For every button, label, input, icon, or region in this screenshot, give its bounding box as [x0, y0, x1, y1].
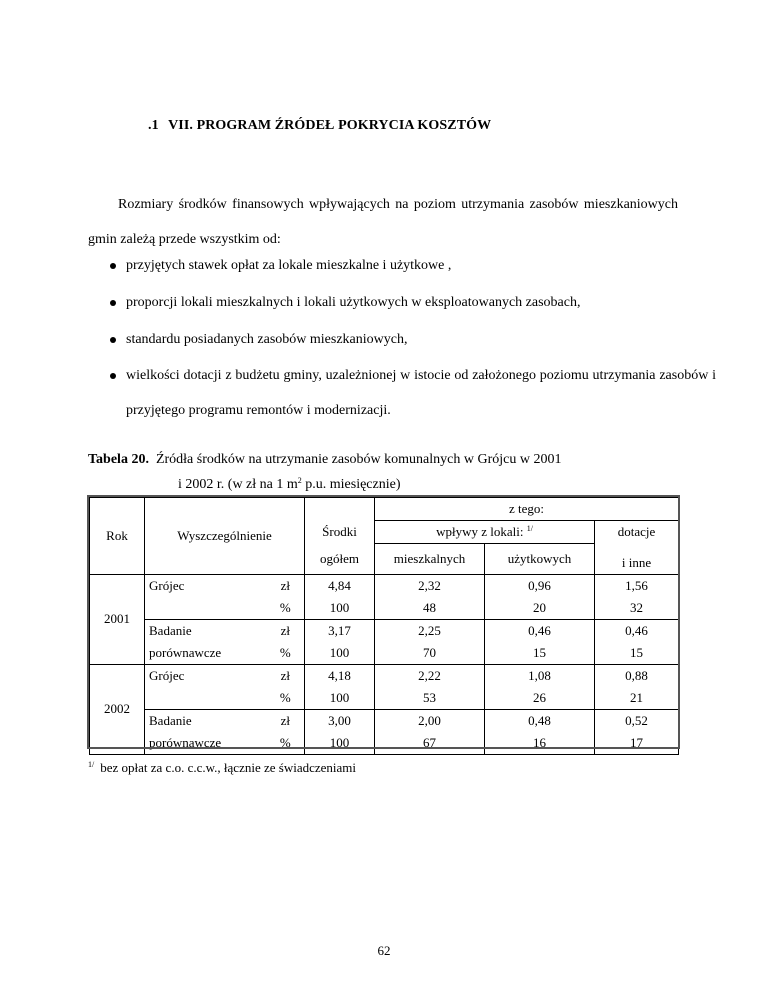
- bullet-item: przyjętych stawek opłat za lokale mieszkalne i użytkowe ,: [88, 248, 716, 283]
- bullet-dot-icon: [110, 263, 116, 269]
- table-row: Badanie zł 3,17 2,25 0,46 0,46: [90, 619, 679, 642]
- heading-number: .1: [148, 118, 159, 133]
- table-row: % 100 53 26 21: [90, 687, 679, 710]
- table-row: % 100 48 20 32: [90, 597, 679, 620]
- table-caption: Tabela 20. Źródła środków na utrzymanie zasobów komunalnych w Grójcu w 2001 i 2002 r. (w zł na 1 $m^2$ p.u. miesięcznie): [88, 452, 562, 492]
- header-i-inne: i inne: [595, 544, 679, 575]
- caption-line1: Źródła środków na utrzymanie zasobów komunalnych w Grójcu w 2001: [155, 452, 562, 467]
- header-mieszkalnych: mieszkalnych: [375, 544, 485, 575]
- caption-label: Tabela 20.: [88, 452, 149, 467]
- data-table: [89, 497, 679, 755]
- header-rok: Rok: [90, 498, 145, 575]
- header-z-tego: z tego:: [375, 498, 679, 521]
- table-row: Badanie zł 3,00 2,00 0,48 0,52: [90, 709, 679, 732]
- table-row: porównawcze % 100 70 15 15: [90, 642, 679, 665]
- year-cell: 2001: [90, 574, 145, 664]
- bullet-item: proporcji lokali mieszkalnych i lokali użytkowych w eksploatowanych zasobach,: [88, 285, 716, 320]
- footnote-mark: 1/: [88, 760, 95, 769]
- heading-title: VII. PROGRAM ŹRÓDEŁ POKRYCIA KOSZTÓW: [168, 118, 492, 133]
- table-row: 2001 Grójec zł 4,84 2,32 0,96 1,56: [90, 574, 679, 597]
- bullet-item: wielkości dotacji z budżetu gminy, uzależnionej w istocie od założonego poziomu utrzymania zasobów i przyjętego programu remontów i modernizacji.: [88, 358, 716, 428]
- table-row: 2002 Grójec zł 4,18 2,22 1,08 0,88: [90, 664, 679, 687]
- bullet-dot-icon: [110, 373, 116, 379]
- table-row: porównawcze % 100 67 16 17: [90, 732, 679, 755]
- header-wplywy: wpływy z lokali: $^{1/}$: [375, 521, 595, 544]
- intro-paragraph: Rozmiary środków finansowych wpływających na poziom utrzymania zasobów mieszkaniowych gmin zależą przede wszystkim od:: [88, 197, 678, 247]
- table-footnote: [88, 760, 356, 776]
- footnote-text: bez opłat za c.o. c.c.w., łącznie ze świadczeniami: [100, 760, 357, 775]
- header-wyszczegolnienie: Wyszczególnienie: [145, 498, 305, 575]
- section-heading: [148, 118, 491, 134]
- bullet-item: standardu posiadanych zasobów mieszkaniowych,: [88, 322, 716, 357]
- header-ogolem: ogółem: [305, 544, 375, 575]
- header-dotacje: dotacje: [595, 521, 679, 544]
- header-uzytkowych: użytkowych: [485, 544, 595, 575]
- page-number: 62: [377, 943, 391, 958]
- bullet-dot-icon: [110, 337, 116, 343]
- bullet-dot-icon: [110, 300, 116, 306]
- header-srodki: Środki: [305, 521, 375, 544]
- table-header-row: [90, 498, 679, 521]
- year-cell: 2002: [90, 664, 145, 754]
